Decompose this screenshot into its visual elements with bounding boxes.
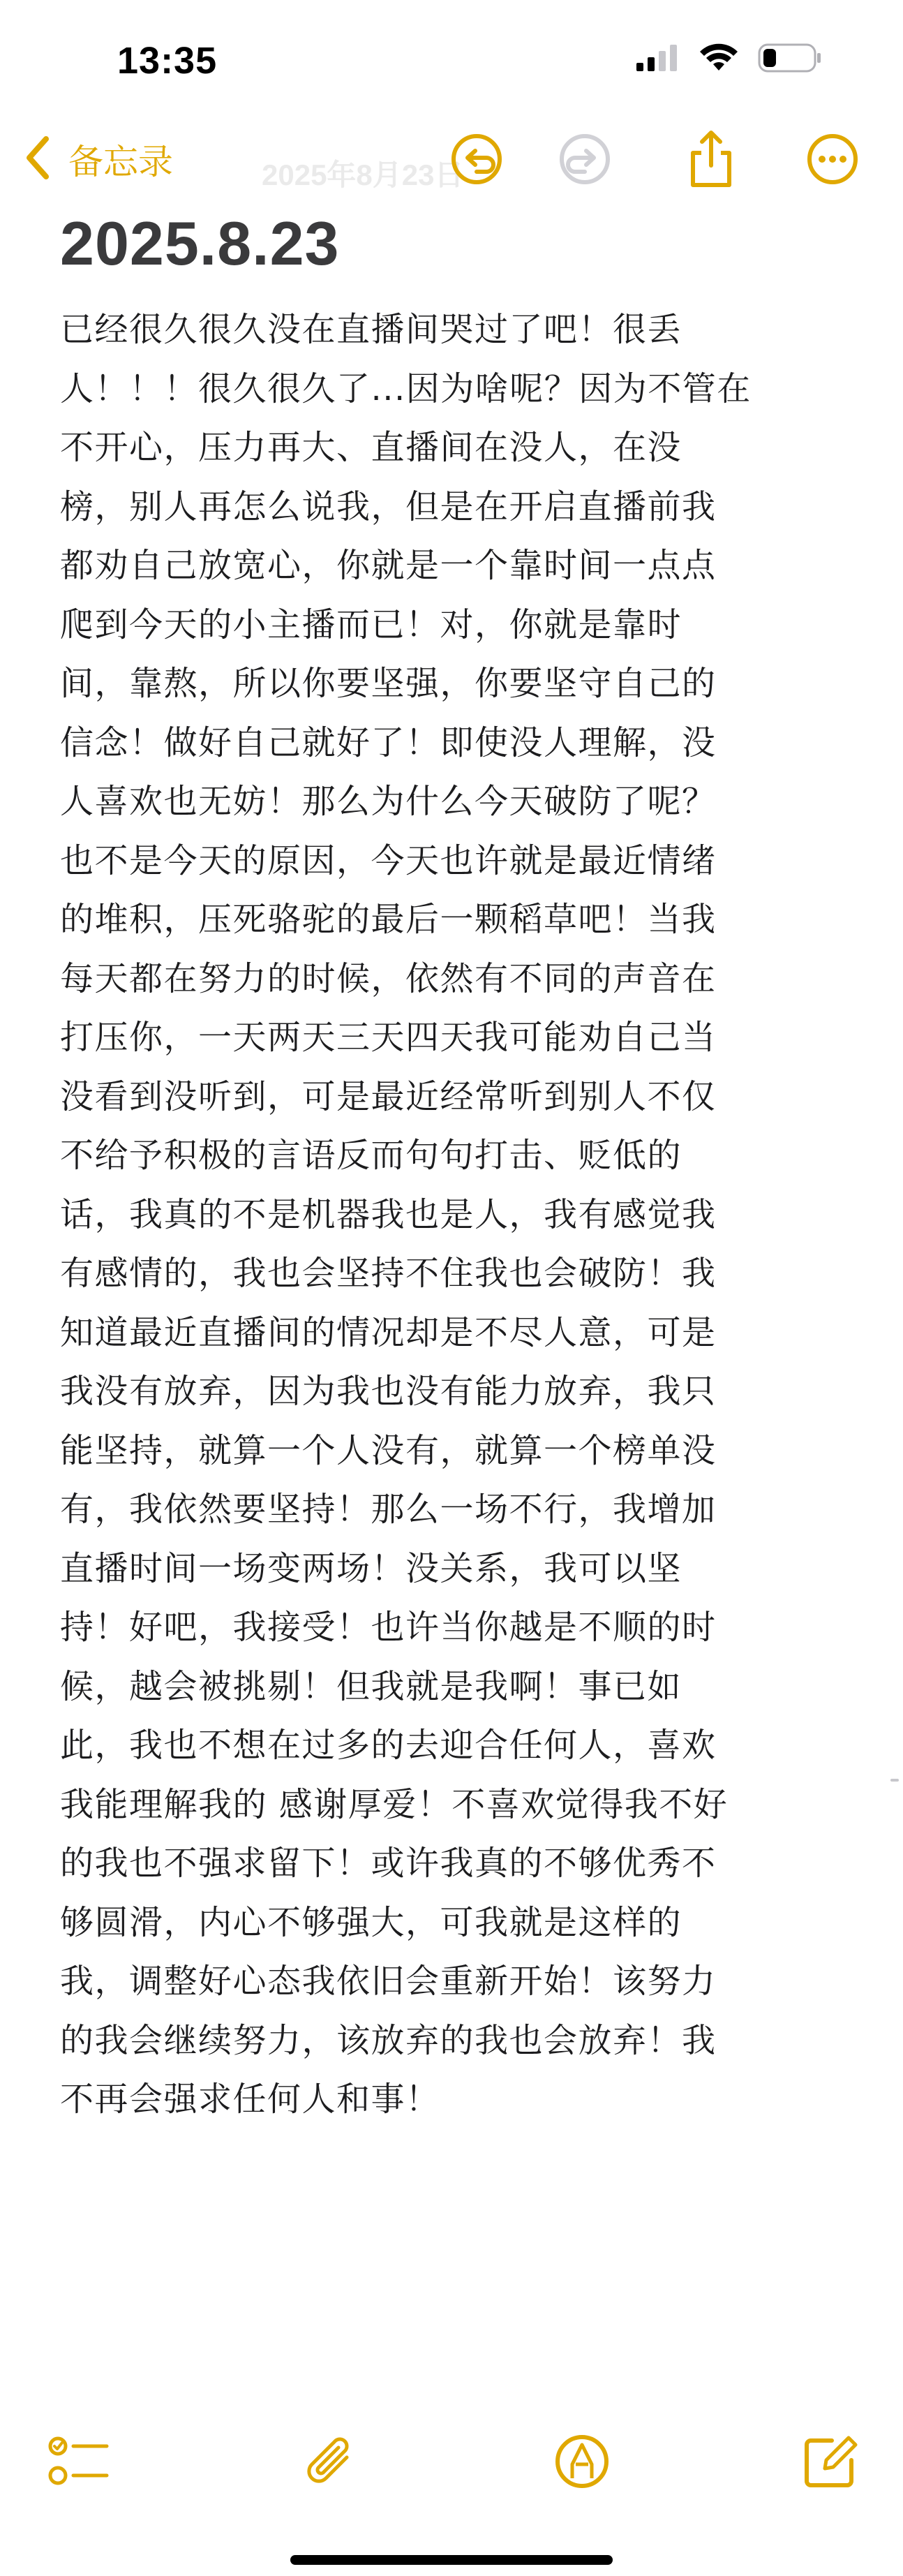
home-indicator[interactable] <box>290 2555 613 2565</box>
note-text-line: 打压你，一天两天三天四天我可能劝自己当 <box>60 1018 717 1057</box>
note-text-line: 的我会继续努力，该放弃的我也会放弃！我 <box>60 2020 717 2060</box>
undo-icon <box>449 131 505 190</box>
note-text-line: 知道最近直播间的情况却是不尽人意，可是 <box>60 1312 717 1352</box>
note-text-line: 人喜欢也无妨！那么为什么今天破防了呢？ <box>60 782 717 821</box>
note-text-line: 已经很久很久没在直播间哭过了吧！很丢 <box>60 310 682 349</box>
note-text-line: 我能理解我的 感谢厚爱！不喜欢觉得我不好 <box>60 1784 729 1824</box>
note-text-line: 不给予积极的言语反而句句打击、贬低的 <box>60 1136 682 1175</box>
note-text-line: 直播时间一场变两场！没关系，我可以坚 <box>60 1548 682 1588</box>
note-text-line: 信念！做好自己就好了！即使没人理解，没 <box>60 723 717 762</box>
wifi-icon <box>698 43 740 76</box>
note-text-line: 候，越会被挑剔！但我就是我啊！事已如 <box>60 1666 682 1706</box>
markup-button[interactable] <box>547 2428 617 2498</box>
note-text-line: 的我也不强求留下！或许我真的不够优秀不 <box>60 1844 717 1883</box>
collapsed-note-title: 2025年8月23日 <box>262 158 464 191</box>
note-text-line: 持！好吧，我接受！也许当你越是不顺的时 <box>60 1608 717 1647</box>
note-text-line: 不再会强求任何人和事！ <box>60 2080 440 2119</box>
more-icon <box>805 131 860 190</box>
undo-button[interactable] <box>445 129 508 192</box>
redo-icon <box>557 131 613 190</box>
note-text-line: 有，我依然要坚持！那么一场不行，我增加 <box>60 1490 717 1529</box>
note-text-line: 榜，别人再怎么说我，但是在开启直播前我 <box>60 487 717 526</box>
note-text-line: 不开心，压力再大、直播间在没人，在没 <box>60 428 682 467</box>
note-body[interactable] <box>60 300 835 2129</box>
note-text-line: 能坚持，就算一个人没有，就算一个榜单没 <box>60 1430 717 1470</box>
note-text-line: 人！！！很久很久了...因为啥呢？因为不管在 <box>60 369 752 408</box>
note-text-line: 间，靠熬，所以你要坚强，你要坚守自己的 <box>60 664 717 703</box>
checklist-button[interactable] <box>45 2428 114 2498</box>
back-button[interactable] <box>24 131 173 187</box>
attachment-icon <box>302 2432 361 2494</box>
note-text-line: 有感情的，我也会坚持不住我也会破防！我 <box>60 1254 717 1293</box>
more-button[interactable] <box>801 129 864 192</box>
markup-icon <box>553 2432 611 2494</box>
share-button[interactable] <box>680 129 742 192</box>
battery-icon <box>758 42 822 77</box>
share-icon <box>683 129 739 192</box>
status-bar <box>0 0 903 105</box>
note-text-line: 的堆积，压死骆驼的最后一颗稻草吧！当我 <box>60 900 717 939</box>
cellular-signal-icon <box>635 43 680 75</box>
status-time: 13:35 <box>117 40 218 82</box>
note-title[interactable]: 2025.8.23 <box>60 209 340 278</box>
compose-icon <box>801 2432 860 2494</box>
compose-button[interactable] <box>796 2428 865 2498</box>
scroll-indicator <box>890 1779 899 1782</box>
note-text-line: 都劝自己放宽心，你就是一个靠时间一点点 <box>60 546 717 585</box>
note-text-line: 够圆滑，内心不够强大，可我就是这样的 <box>60 1902 682 1942</box>
note-text-line: 我，调整好心态我依旧会重新开始！该努力 <box>60 1962 717 2001</box>
attachment-button[interactable] <box>297 2428 366 2498</box>
note-text-line: 没看到没听到，可是最近经常听到别人不仅 <box>60 1076 717 1116</box>
chevron-left-icon <box>24 135 52 184</box>
back-button-label: 备忘录 <box>68 142 173 182</box>
redo-button[interactable] <box>553 129 616 192</box>
note-text-line: 我没有放弃，因为我也没有能力放弃，我只 <box>60 1372 717 1411</box>
note-text-line: 也不是今天的原因，今天也许就是最近情绪 <box>60 841 717 880</box>
note-text-line: 每天都在努力的时候，依然有不同的声音在 <box>60 958 717 998</box>
note-text-line: 话，我真的不是机器我也是人，我有感觉我 <box>60 1194 717 1234</box>
note-text-line: 此，我也不想在过多的去迎合任何人，喜欢 <box>60 1726 717 1765</box>
note-text-line: 爬到今天的小主播而已！对，你就是靠时 <box>60 605 682 644</box>
checklist-icon <box>48 2435 111 2491</box>
status-icons <box>635 42 822 77</box>
bottom-toolbar <box>0 2422 903 2506</box>
